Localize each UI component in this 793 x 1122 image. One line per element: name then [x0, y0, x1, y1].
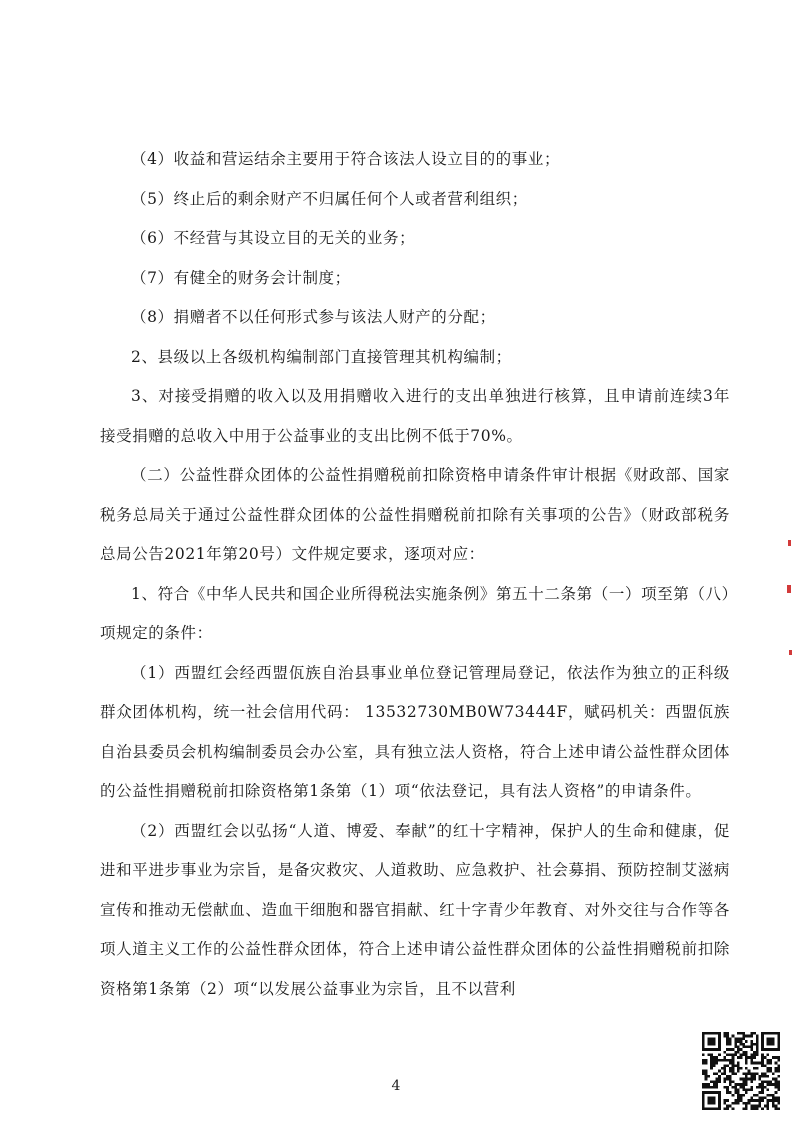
- paragraph-item-5: （5）终止后的剩余财产不归属任何个人或者营利组织；: [131, 189, 528, 208]
- paragraph-item-8: （8）捐赠者不以任何形式参与该法人财产的分配；: [131, 308, 496, 326]
- paragraph-condition-1: 1、符合《中华人民共和国企业所得税法实施条例》第五十二条第（一）项至第（八）项规定的条件：: [100, 584, 730, 642]
- edge-mark: [788, 540, 791, 546]
- document-body: [100, 140, 730, 1009]
- paragraph-subitem-1: （1）西盟红会经西盟佤族自治县事业单位登记管理局登记，依法作为独立的正科级群众团体机构，统一社会信用代码： 13532730MB0W73444F，赋码机关：西盟佤族自治县委员会机构编制委员会办公室，具有独立法人资格，符合上述申请公益性群众团体的公益性捐赠税前扣除资格第1条第（1）项“依法登记，具有法人资格”的申请条件。: [100, 663, 730, 800]
- paragraph-subitem-2: （2）西盟红会以弘扬“人道、博爱、奉献”的红十字精神，保护人的生命和健康，促进和平进步事业为宗旨，是备灾救灾、人道救助、应急救护、社会募捐、预防控制艾滋病宣传和推动无偿献血、造血干细胞和器官捐献、红十字青少年教育、对外交往与合作等各项人道主义工作的公益性群众团体，符合上述申请公益性群众团体的公益性捐赠税前扣除资格第1条第（2）项“以发展公益事业为宗旨，且不以营利: [100, 821, 730, 998]
- edge-mark: [789, 650, 792, 655]
- paragraph-item-7: （7）有健全的财务会计制度；: [131, 268, 351, 287]
- page-number: 4: [391, 1078, 401, 1094]
- paragraph-condition-3: 3、对接受捐赠的收入以及用捐赠收入进行的支出单独进行核算，且申请前连续3年接受捐赠的总收入中用于公益事业的支出比例不低于70%。: [100, 387, 730, 445]
- paragraph-item-4: （4）收益和营运结余主要用于符合该法人设立目的的事业；: [131, 150, 561, 168]
- edge-mark: [787, 585, 791, 593]
- paragraph-condition-2: 2、县级以上各级机构编制部门直接管理其机构编制；: [131, 347, 512, 366]
- paragraph-section-two: （二）公益性群众团体的公益性捐赠税前扣除资格申请条件审计根据《财政部、国家税务总局关于通过公益性群众团体的公益性捐赠税前扣除有关事项的公告》（财政部税务总局公告2021年第20号）文件规定要求，逐项对应：: [100, 466, 730, 563]
- paragraph-item-6: （6）不经营与其设立目的无关的业务；: [131, 229, 416, 247]
- qr-code-icon: [702, 1032, 780, 1110]
